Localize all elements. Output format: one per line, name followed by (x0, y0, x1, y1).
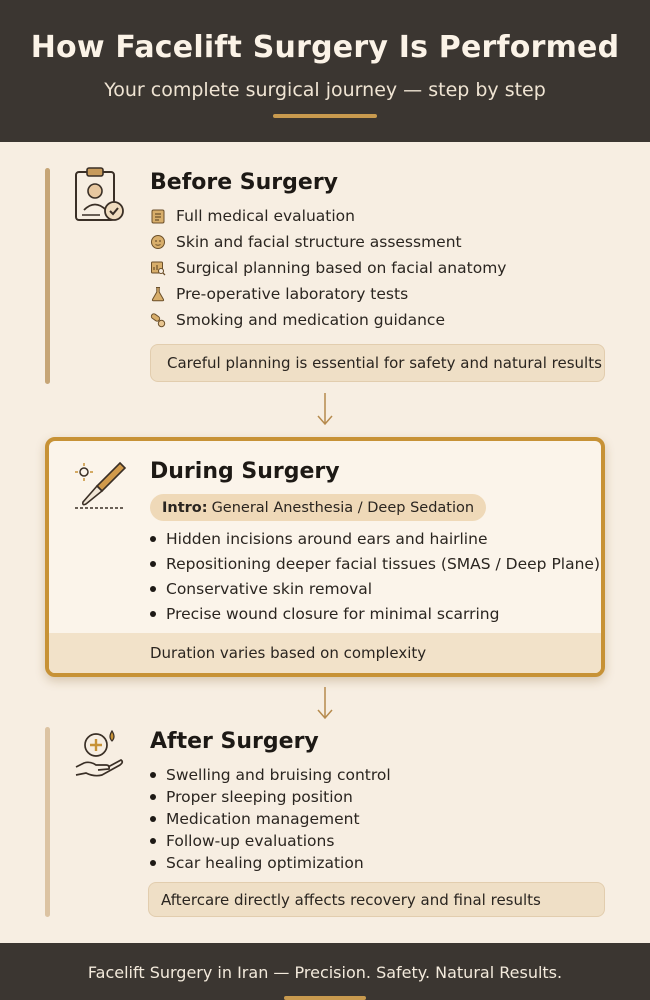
after-item (150, 808, 360, 830)
bullet-icon (150, 816, 156, 822)
after-item (150, 786, 353, 808)
during-note: Duration varies based on complexity (49, 633, 601, 673)
before-surgery-title: Before Surgery (150, 170, 339, 195)
after-note: Aftercare directly affects recovery and final results (148, 882, 605, 917)
during-item-label: Conservative skin removal (166, 580, 373, 598)
after-item (150, 830, 334, 852)
anesthesia-badge-label: Intro: (162, 499, 208, 516)
during-item-label: Hidden incisions around ears and hairline (166, 530, 488, 548)
footer-tagline: Facelift Surgery in Iran — Precision. Safety. Natural Results. (87, 963, 563, 982)
during-item (150, 578, 372, 600)
bullet-icon (150, 838, 156, 844)
page-subtitle: Your complete surgical journey — step by step (104, 79, 546, 101)
bullet-icon (150, 794, 156, 800)
arrow-down-icon (316, 392, 334, 426)
during-item-label: Precise wound closure for minimal scarring (166, 605, 500, 623)
before-note: Careful planning is essential for safety and natural results (150, 344, 605, 382)
before-item-label: Smoking and medication guidance (176, 311, 445, 329)
during-surgery-title: During Surgery (150, 459, 340, 484)
pills-icon (150, 312, 166, 328)
bullet-icon (150, 611, 156, 617)
clipboard-patient-icon (72, 166, 128, 226)
after-item-label: Proper sleeping position (166, 788, 353, 806)
before-item (150, 205, 355, 227)
bullet-icon (150, 561, 156, 567)
scalpel-icon (72, 458, 128, 514)
after-item-label: Swelling and bruising control (166, 766, 391, 784)
during-item (150, 553, 600, 575)
chart-search-icon (150, 260, 166, 276)
before-item (150, 283, 408, 305)
footer-banner (0, 943, 650, 1000)
anesthesia-badge-value: General Anesthesia / Deep Sedation (211, 499, 475, 516)
bullet-icon (150, 772, 156, 778)
after-item (150, 764, 391, 786)
during-item (150, 603, 499, 625)
after-item (150, 852, 364, 874)
page-title: How Facelift Surgery Is Performed (30, 30, 620, 65)
before-item (150, 257, 506, 279)
bullet-icon (150, 860, 156, 866)
during-item-label: Repositioning deeper facial tissues (SMAS / Deep Plane) (166, 555, 601, 573)
header-divider (273, 114, 377, 118)
after-item-label: Follow-up evaluations (166, 832, 335, 850)
flask-icon (150, 286, 166, 302)
before-item-label: Pre-operative laboratory tests (176, 285, 409, 303)
during-item (150, 528, 487, 550)
before-item-label: Full medical evaluation (176, 207, 355, 225)
before-item-label: Skin and facial structure assessment (176, 233, 462, 251)
face-icon (150, 234, 166, 250)
before-timeline-bar (45, 168, 50, 384)
bullet-icon (150, 586, 156, 592)
before-item (150, 231, 462, 253)
before-item (150, 309, 445, 331)
bullet-icon (150, 536, 156, 542)
anesthesia-badge (150, 494, 486, 521)
arrow-down-icon (316, 686, 334, 720)
footer-accent-bar (284, 996, 366, 1000)
header-banner (0, 0, 650, 142)
after-item-label: Scar healing optimization (166, 854, 364, 872)
after-surgery-title: After Surgery (150, 729, 319, 754)
before-item-label: Surgical planning based on facial anatomy (176, 259, 507, 277)
clipboard-list-icon (150, 208, 166, 224)
after-item-label: Medication management (166, 810, 360, 828)
hand-care-icon (72, 727, 128, 783)
after-timeline-bar (45, 727, 50, 917)
